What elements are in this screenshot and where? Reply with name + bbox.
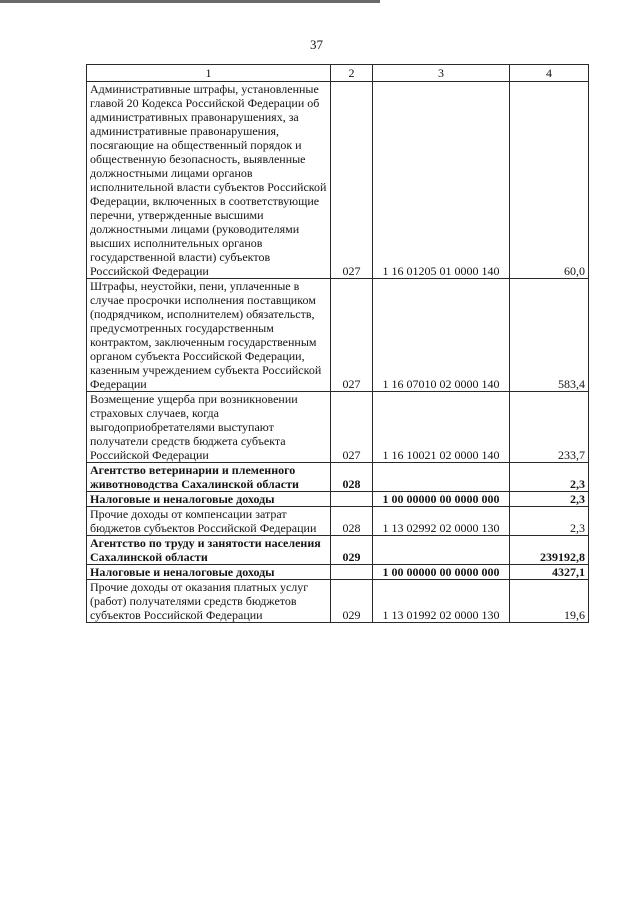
- table-row: [87, 279, 589, 392]
- row-code-cell: 027: [331, 279, 373, 392]
- column-header: 1: [87, 65, 331, 82]
- row-code-cell: 028: [331, 507, 373, 536]
- row-name-cell: Налоговые и неналоговые доходы: [87, 565, 331, 580]
- table-row: [87, 580, 589, 623]
- row-name-cell: Налоговые и неналоговые доходы: [87, 492, 331, 507]
- row-code-cell: [331, 492, 373, 507]
- table-row: [87, 492, 589, 507]
- row-amount-cell: 2,3: [510, 463, 589, 492]
- row-name-cell: Прочие доходы от компенсации затрат бюджетов субъектов Российской Федерации: [87, 507, 331, 536]
- row-name-cell: Штрафы, неустойки, пени, уплаченные в случае просрочки исполнения поставщиком (подрядчиком, исполнителем) обязательств, предусмотренных государственным контрактом, заключенным государственным органом субъекта Российской Федерации, казенным учреждением субъекта Российской Федерации: [87, 279, 331, 392]
- table-row: [87, 463, 589, 492]
- column-header: 3: [373, 65, 510, 82]
- row-code-cell: 029: [331, 580, 373, 623]
- top-rule: [0, 0, 380, 3]
- row-name-cell: Агентство по труду и занятости населения Сахалинской области: [87, 536, 331, 565]
- table-row: [87, 507, 589, 536]
- table-row: [87, 392, 589, 463]
- row-code-cell: 027: [331, 392, 373, 463]
- row-amount-cell: 2,3: [510, 492, 589, 507]
- table-row: [87, 536, 589, 565]
- row-name-cell: Административные штрафы, установленные главой 20 Кодекса Российской Федерации об административных правонарушениях, за административные правонарушения, посягающие на общественный порядок и общественную безопасность, выявленные должностными лицами органов исполнительной власти субъектов Российской Федерации, включенных в соответствующие перечни, утвержденные высшими должностными лицами (руководителями высших исполнительных органов государственной власти) субъектов Российской Федерации: [87, 82, 331, 279]
- row-kbk-cell: [373, 463, 510, 492]
- row-name-cell: Агентство ветеринарии и племенного животноводства Сахалинской области: [87, 463, 331, 492]
- column-header: 2: [331, 65, 373, 82]
- row-amount-cell: 583,4: [510, 279, 589, 392]
- revenue-table: [86, 64, 589, 623]
- table-body: [87, 65, 589, 623]
- row-amount-cell: 4327,1: [510, 565, 589, 580]
- table-header-row: [87, 65, 589, 82]
- row-kbk-cell: 1 00 00000 00 0000 000: [373, 565, 510, 580]
- table-row: [87, 565, 589, 580]
- column-header: 4: [510, 65, 589, 82]
- row-kbk-cell: 1 13 01992 02 0000 130: [373, 580, 510, 623]
- row-amount-cell: 233,7: [510, 392, 589, 463]
- row-code-cell: 028: [331, 463, 373, 492]
- page-number: 37: [310, 37, 323, 52]
- row-kbk-cell: 1 16 07010 02 0000 140: [373, 279, 510, 392]
- row-code-cell: 027: [331, 82, 373, 279]
- row-amount-cell: 60,0: [510, 82, 589, 279]
- row-name-cell: Прочие доходы от оказания платных услуг (работ) получателями средств бюджетов субъектов Российской Федерации: [87, 580, 331, 623]
- row-kbk-cell: 1 16 01205 01 0000 140: [373, 82, 510, 279]
- row-amount-cell: 239192,8: [510, 536, 589, 565]
- row-kbk-cell: 1 16 10021 02 0000 140: [373, 392, 510, 463]
- row-code-cell: [331, 565, 373, 580]
- row-amount-cell: 19,6: [510, 580, 589, 623]
- row-kbk-cell: 1 13 02992 02 0000 130: [373, 507, 510, 536]
- table-row: [87, 82, 589, 279]
- row-kbk-cell: [373, 536, 510, 565]
- row-name-cell: Возмещение ущерба при возникновении страховых случаев, когда выгодоприобретателями выступают получатели средств бюджета субъекта Российской Федерации: [87, 392, 331, 463]
- row-amount-cell: 2,3: [510, 507, 589, 536]
- row-code-cell: 029: [331, 536, 373, 565]
- row-kbk-cell: 1 00 00000 00 0000 000: [373, 492, 510, 507]
